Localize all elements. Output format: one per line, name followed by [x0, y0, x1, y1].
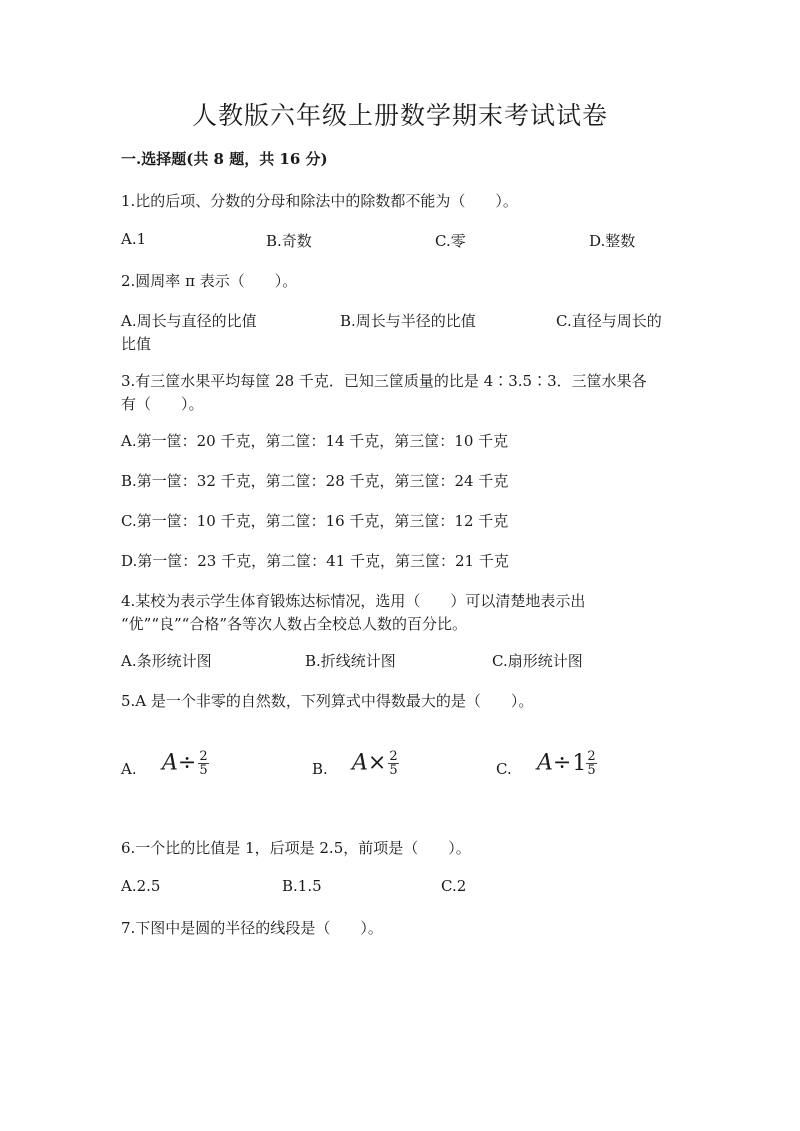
q1-option-a: A.1	[121, 230, 147, 248]
q2-option-c: C.直径与周长的	[556, 312, 662, 330]
q5-option-b-label: B.	[312, 760, 328, 778]
q6-option-c: C.2	[441, 877, 467, 895]
q2-option-c-continued: 比值	[121, 335, 152, 353]
fraction-numerator: 2	[587, 749, 596, 764]
q2-option-b: B.周长与半径的比值	[340, 312, 476, 330]
fraction-numerator: 2	[389, 749, 398, 764]
q3-option-b: B.第一筐：32 千克，第二筐：28 千克，第三筐：24 千克	[121, 472, 509, 490]
divide-operator: ÷	[552, 750, 572, 776]
mixed-number-integer: 1	[572, 750, 587, 776]
question-5-stem: 5.A 是一个非零的自然数，下列算式中得数最大的是（ ）。	[121, 692, 534, 710]
q1-option-c: C.零	[435, 232, 466, 250]
question-3-stem-line1: 3.有三筐水果平均每筐 28 千克．已知三筐质量的比是 4∶3.5∶3．三筐水果各	[121, 372, 647, 390]
q5-option-b-expression	[352, 750, 399, 777]
q3-option-a: A.第一筐：20 千克，第二筐：14 千克，第三筐：10 千克	[121, 432, 509, 450]
question-4-stem-line1: 4.某校为表示学生体育锻炼达标情况，选用（ ）可以清楚地表示出	[121, 592, 586, 610]
q2-option-a: A.周长与直径的比值	[121, 312, 257, 330]
q1-option-b: B.奇数	[266, 232, 312, 250]
q5-option-c-expression	[537, 750, 597, 777]
q5-option-a-label: A.	[121, 760, 137, 778]
math-variable: A	[352, 750, 368, 776]
question-2-stem: 2.圆周率 π 表示（ ）。	[121, 272, 298, 290]
math-variable: A	[162, 750, 178, 776]
q3-option-d: D.第一筐：23 千克，第二筐：41 千克，第三筐：21 千克	[121, 552, 509, 570]
multiply-operator: ×	[367, 750, 387, 776]
question-1-stem: 1.比的后项、分数的分母和除法中的除数都不能为（ ）。	[121, 192, 518, 210]
q6-option-b: B.1.5	[282, 877, 322, 895]
q4-option-c: C.扇形统计图	[492, 652, 583, 670]
question-3-stem-line2: 有（ ）。	[121, 395, 204, 413]
q3-option-c: C.第一筐：10 千克，第二筐：16 千克，第三筐：12 千克	[121, 512, 509, 530]
q4-option-b: B.折线统计图	[305, 652, 396, 670]
fraction	[586, 750, 596, 777]
exam-title: 人教版六年级上册数学期末考试试卷	[191, 101, 608, 130]
q4-option-a: A.条形统计图	[121, 652, 212, 670]
section-heading: 一.选择题(共 8 题，共 16 分)	[121, 150, 328, 168]
divide-operator: ÷	[177, 750, 197, 776]
q5-option-a-expression	[162, 750, 209, 777]
q6-option-a: A.2.5	[121, 877, 161, 895]
fraction-denominator: 5	[587, 763, 596, 778]
q1-option-d: D.整数	[589, 232, 636, 250]
question-4-stem-line2: “优”“良”“合格”各等次人数占全校总人数的百分比。	[121, 615, 468, 633]
question-7-stem: 7.下图中是圆的半径的线段是（ ）。	[121, 919, 383, 937]
q5-option-c-label: C.	[496, 760, 512, 778]
fraction-denominator: 5	[389, 763, 398, 778]
fraction	[388, 750, 398, 777]
math-variable: A	[537, 750, 553, 776]
fraction	[198, 750, 208, 777]
fraction-denominator: 5	[199, 763, 208, 778]
question-6-stem: 6.一个比的比值是 1，后项是 2.5，前项是（ ）。	[121, 839, 471, 857]
fraction-numerator: 2	[199, 749, 208, 764]
